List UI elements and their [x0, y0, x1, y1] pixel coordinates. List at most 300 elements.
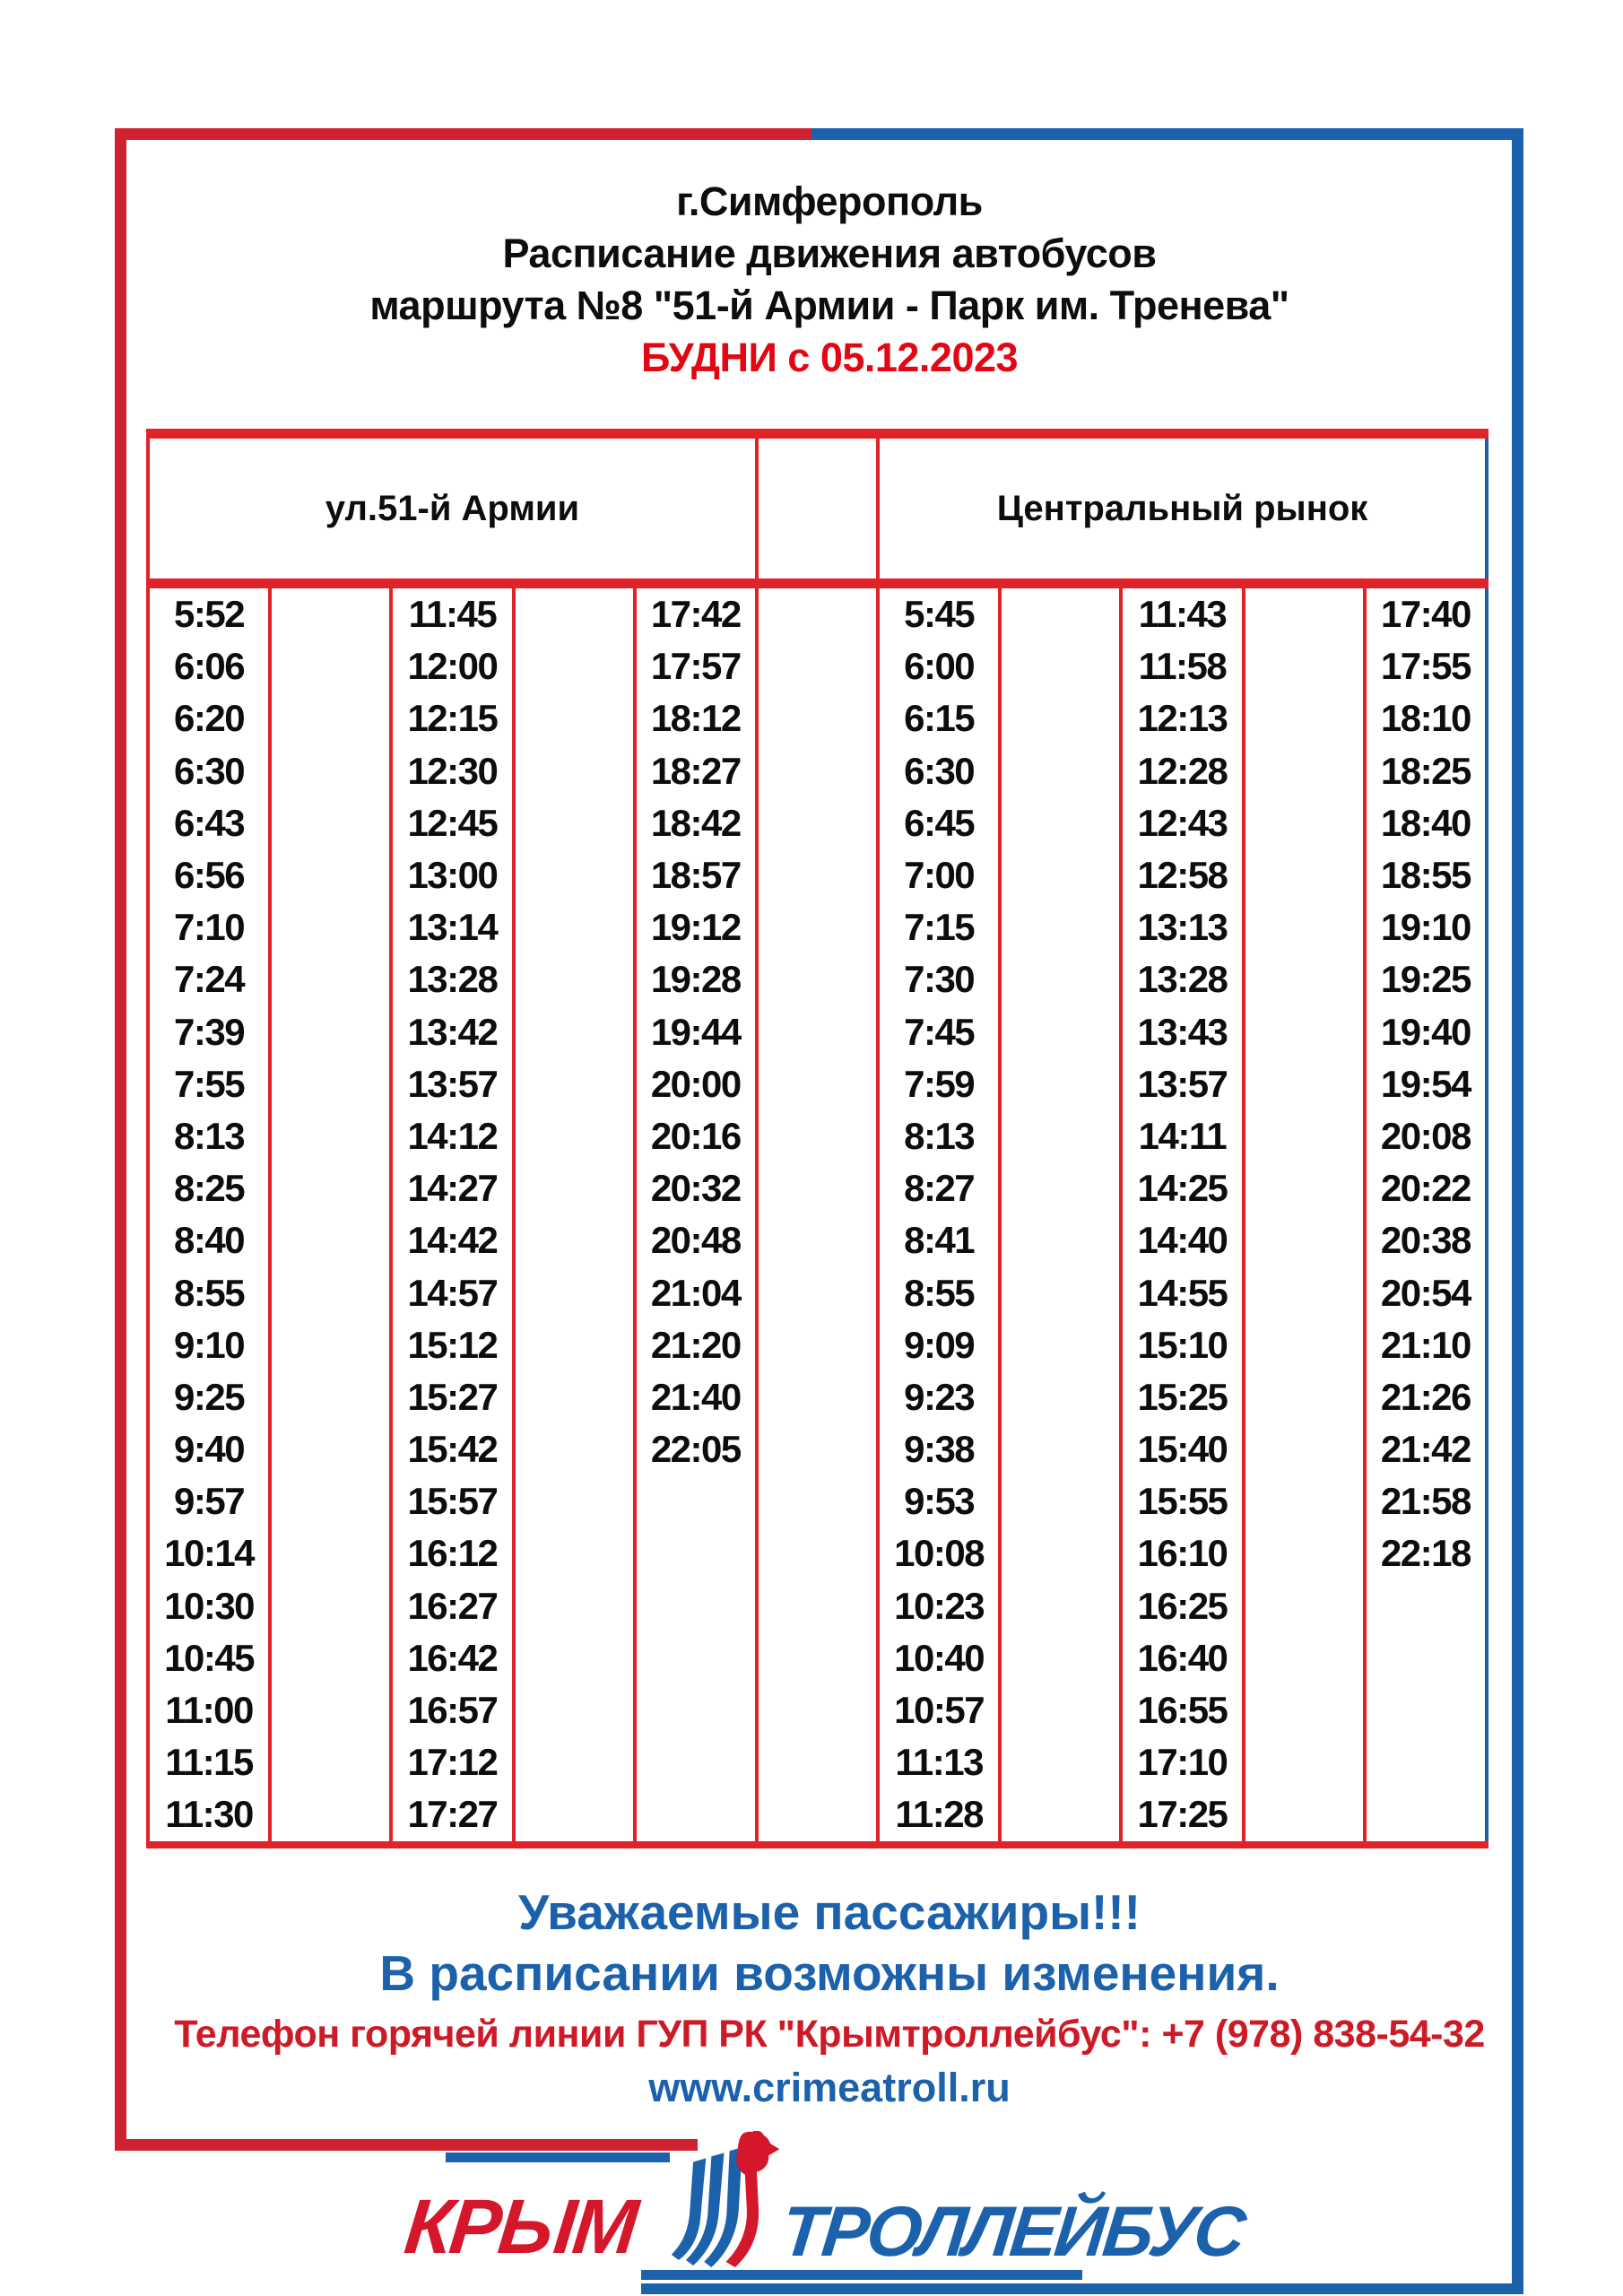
notice-hotline: Телефон горячей линии ГУП РК "Крымтроллейбус": +7 (978) 838-54-32: [174, 2013, 1485, 2056]
empty-cell: [757, 584, 878, 641]
frame-bottom-red-border: [115, 2139, 698, 2151]
empty-cell: [1244, 953, 1365, 1005]
time-cell: 8:41: [878, 1214, 1000, 1266]
empty-cell: [514, 1423, 635, 1475]
time-cell: 21:40: [635, 1371, 757, 1423]
time-cell: 10:14: [148, 1527, 270, 1579]
time-cell: 12:30: [391, 745, 513, 797]
title-validity: БУДНИ с 05.12.2023: [640, 335, 1019, 380]
empty-cell: [270, 1527, 391, 1579]
empty-cell: [757, 745, 878, 797]
empty-cell: [270, 953, 391, 1005]
timetable-row: [148, 1475, 1487, 1527]
time-cell: 21:58: [1365, 1475, 1487, 1527]
time-cell: 15:55: [1121, 1475, 1243, 1527]
empty-cell: [635, 1580, 757, 1632]
time-cell: 10:30: [148, 1580, 270, 1632]
logo-text-trolleybus: ТРОЛЛЕЙБУС: [777, 2191, 1247, 2271]
time-cell: 19:28: [635, 953, 757, 1005]
empty-cell: [270, 1058, 391, 1110]
time-cell: 7:00: [878, 849, 1000, 901]
time-cell: 19:25: [1365, 953, 1487, 1005]
time-cell: 21:20: [635, 1319, 757, 1371]
empty-cell: [514, 584, 635, 641]
empty-cell: [270, 849, 391, 901]
time-cell: 5:45: [878, 584, 1000, 641]
time-cell: 20:00: [635, 1058, 757, 1110]
empty-cell: [757, 1006, 878, 1058]
timetable-row: [148, 745, 1487, 797]
notice-website-url: www.crimeatroll.ru: [648, 2065, 1011, 2110]
empty-cell: [270, 1475, 391, 1527]
timetable-row: [148, 1527, 1487, 1579]
time-cell: 9:40: [148, 1423, 270, 1475]
stop-header-left: ул.51-й Армии: [148, 434, 757, 584]
timetable-row: [148, 1632, 1487, 1684]
timetable: [146, 429, 1488, 1848]
time-cell: 13:42: [391, 1006, 513, 1058]
time-cell: 7:24: [148, 953, 270, 1005]
time-cell: 6:20: [148, 692, 270, 744]
empty-cell: [1244, 1214, 1365, 1266]
time-cell: 17:12: [391, 1736, 513, 1788]
empty-cell: [757, 1058, 878, 1110]
time-cell: 18:42: [635, 797, 757, 849]
time-cell: 16:42: [391, 1632, 513, 1684]
time-cell: 6:56: [148, 849, 270, 901]
empty-cell: [514, 745, 635, 797]
stop-header-right: Центральный рынок: [878, 434, 1487, 584]
time-cell: 8:13: [878, 1110, 1000, 1162]
empty-cell: [757, 692, 878, 744]
time-cell: 18:10: [1365, 692, 1487, 744]
time-cell: 15:12: [391, 1319, 513, 1371]
time-cell: 16:10: [1121, 1527, 1243, 1579]
time-cell: 7:10: [148, 901, 270, 953]
empty-cell: [1244, 1684, 1365, 1736]
empty-cell: [1000, 1736, 1121, 1788]
time-cell: 11:58: [1121, 640, 1243, 692]
time-cell: 16:12: [391, 1527, 513, 1579]
empty-cell: [757, 1319, 878, 1371]
time-cell: 16:57: [391, 1684, 513, 1736]
time-cell: 20:32: [635, 1162, 757, 1214]
empty-cell: [757, 797, 878, 849]
empty-cell: [1365, 1580, 1487, 1632]
empty-cell: [1000, 1006, 1121, 1058]
time-cell: 12:13: [1121, 692, 1243, 744]
time-cell: 5:52: [148, 584, 270, 641]
empty-cell: [757, 901, 878, 953]
time-cell: 12:00: [391, 640, 513, 692]
timetable-row: [148, 640, 1487, 692]
empty-cell: [270, 1110, 391, 1162]
timetable-row: [148, 849, 1487, 901]
time-cell: 21:04: [635, 1266, 757, 1318]
time-cell: 8:25: [148, 1162, 270, 1214]
empty-cell: [270, 1684, 391, 1736]
time-cell: 7:59: [878, 1058, 1000, 1110]
timetable-row: [148, 692, 1487, 744]
time-cell: 18:12: [635, 692, 757, 744]
time-cell: 12:15: [391, 692, 513, 744]
time-cell: 17:40: [1365, 584, 1487, 641]
title-route: маршрута №8 "51-й Армии - Парк им. Тренева": [369, 283, 1289, 328]
time-cell: 22:18: [1365, 1527, 1487, 1579]
empty-cell: [270, 901, 391, 953]
time-cell: 6:43: [148, 797, 270, 849]
empty-cell: [1000, 1371, 1121, 1423]
empty-cell: [635, 1736, 757, 1788]
time-cell: 15:42: [391, 1423, 513, 1475]
empty-cell: [1244, 1266, 1365, 1318]
empty-cell: [1000, 1058, 1121, 1110]
time-cell: 18:40: [1365, 797, 1487, 849]
time-cell: 18:55: [1365, 849, 1487, 901]
time-cell: 17:55: [1365, 640, 1487, 692]
empty-cell: [1000, 1475, 1121, 1527]
time-cell: 10:45: [148, 1632, 270, 1684]
timetable-row: [148, 953, 1487, 1005]
time-cell: 14:55: [1121, 1266, 1243, 1318]
empty-cell: [1000, 692, 1121, 744]
empty-cell: [1000, 640, 1121, 692]
empty-cell: [270, 1632, 391, 1684]
time-cell: 9:09: [878, 1319, 1000, 1371]
empty-cell: [1000, 1788, 1121, 1844]
empty-cell: [757, 1266, 878, 1318]
empty-cell: [514, 692, 635, 744]
time-cell: 7:55: [148, 1058, 270, 1110]
empty-cell: [514, 1214, 635, 1266]
time-cell: 15:25: [1121, 1371, 1243, 1423]
empty-cell: [757, 1371, 878, 1423]
timetable-row: [148, 1788, 1487, 1844]
timetable-header-row: [148, 434, 1487, 584]
time-cell: 14:12: [391, 1110, 513, 1162]
empty-cell: [270, 1266, 391, 1318]
timetable-row: [148, 1736, 1487, 1788]
empty-cell: [514, 1058, 635, 1110]
empty-cell: [514, 1527, 635, 1579]
empty-cell: [514, 1162, 635, 1214]
empty-cell: [757, 1580, 878, 1632]
time-cell: 6:15: [878, 692, 1000, 744]
time-cell: 17:27: [391, 1788, 513, 1844]
time-cell: 14:57: [391, 1266, 513, 1318]
empty-cell: [635, 1788, 757, 1844]
empty-cell: [514, 640, 635, 692]
empty-cell: [1244, 1162, 1365, 1214]
empty-cell: [1000, 849, 1121, 901]
empty-cell: [270, 1423, 391, 1475]
time-cell: 9:57: [148, 1475, 270, 1527]
empty-cell: [514, 953, 635, 1005]
logo-top-blue-stripe: [446, 2152, 670, 2162]
time-cell: 16:25: [1121, 1580, 1243, 1632]
time-cell: 8:13: [148, 1110, 270, 1162]
time-cell: 11:43: [1121, 584, 1243, 641]
time-cell: 7:39: [148, 1006, 270, 1058]
empty-cell: [514, 901, 635, 953]
time-cell: 20:16: [635, 1110, 757, 1162]
empty-cell: [1244, 584, 1365, 641]
time-cell: 11:15: [148, 1736, 270, 1788]
time-cell: 20:22: [1365, 1162, 1487, 1214]
empty-cell: [757, 1788, 878, 1844]
time-cell: 13:13: [1121, 901, 1243, 953]
time-cell: 10:57: [878, 1684, 1000, 1736]
timetable-row: [148, 1371, 1487, 1423]
time-cell: 13:00: [391, 849, 513, 901]
title-city: г.Симферополь: [676, 178, 983, 224]
time-cell: 6:00: [878, 640, 1000, 692]
logo-text-krym: КРЫМ: [401, 2184, 639, 2270]
time-cell: 12:28: [1121, 745, 1243, 797]
time-cell: 12:43: [1121, 797, 1243, 849]
empty-cell: [1244, 745, 1365, 797]
empty-cell: [757, 1684, 878, 1736]
empty-cell: [635, 1684, 757, 1736]
time-cell: 9:10: [148, 1319, 270, 1371]
empty-cell: [1000, 1110, 1121, 1162]
time-cell: 21:26: [1365, 1371, 1487, 1423]
empty-cell: [1365, 1736, 1487, 1788]
time-cell: 14:40: [1121, 1214, 1243, 1266]
time-cell: 13:14: [391, 901, 513, 953]
time-cell: 15:10: [1121, 1319, 1243, 1371]
time-cell: 17:25: [1121, 1788, 1243, 1844]
empty-cell: [270, 1580, 391, 1632]
time-cell: 16:40: [1121, 1632, 1243, 1684]
empty-cell: [1244, 640, 1365, 692]
time-cell: 17:42: [635, 584, 757, 641]
time-cell: 6:30: [148, 745, 270, 797]
frame-top-blue-border: [812, 128, 1523, 140]
empty-cell: [1244, 1580, 1365, 1632]
timetable-row: [148, 1423, 1487, 1475]
time-cell: 11:28: [878, 1788, 1000, 1844]
time-cell: 13:43: [1121, 1006, 1243, 1058]
time-cell: 9:23: [878, 1371, 1000, 1423]
empty-cell: [757, 1632, 878, 1684]
time-cell: 11:45: [391, 584, 513, 641]
time-cell: 9:53: [878, 1475, 1000, 1527]
time-cell: 14:42: [391, 1214, 513, 1266]
empty-cell: [1000, 1162, 1121, 1214]
time-cell: 8:55: [148, 1266, 270, 1318]
notice-changes: В расписании возможны изменения.: [379, 1945, 1280, 2001]
empty-cell: [270, 584, 391, 641]
empty-cell: [514, 1371, 635, 1423]
empty-cell: [1000, 584, 1121, 641]
time-cell: 8:40: [148, 1214, 270, 1266]
empty-cell: [757, 1527, 878, 1579]
time-cell: 18:57: [635, 849, 757, 901]
time-cell: 13:57: [391, 1058, 513, 1110]
empty-cell: [635, 1632, 757, 1684]
empty-cell: [1244, 1058, 1365, 1110]
empty-cell: [1244, 1788, 1365, 1844]
empty-cell: [1244, 1475, 1365, 1527]
timetable-row: [148, 1162, 1487, 1214]
empty-cell: [514, 1788, 635, 1844]
time-cell: 6:30: [878, 745, 1000, 797]
time-cell: 13:28: [391, 953, 513, 1005]
empty-cell: [514, 1110, 635, 1162]
time-cell: 13:28: [1121, 953, 1243, 1005]
time-cell: 9:38: [878, 1423, 1000, 1475]
time-cell: 16:27: [391, 1580, 513, 1632]
time-cell: 14:27: [391, 1162, 513, 1214]
empty-cell: [270, 1006, 391, 1058]
empty-cell: [514, 849, 635, 901]
time-cell: 19:10: [1365, 901, 1487, 953]
timetable-row: [148, 1580, 1487, 1632]
empty-cell: [514, 1006, 635, 1058]
empty-cell: [514, 1736, 635, 1788]
empty-cell: [1365, 1684, 1487, 1736]
frame-top-red-border: [115, 128, 812, 140]
empty-cell: [757, 1110, 878, 1162]
time-cell: 22:05: [635, 1423, 757, 1475]
empty-cell: [1244, 1319, 1365, 1371]
empty-cell: [270, 1162, 391, 1214]
timetable-row: [148, 1214, 1487, 1266]
empty-cell: [1000, 1580, 1121, 1632]
time-cell: 6:06: [148, 640, 270, 692]
time-cell: 16:55: [1121, 1684, 1243, 1736]
time-cell: 9:25: [148, 1371, 270, 1423]
empty-cell: [1000, 797, 1121, 849]
empty-cell: [757, 640, 878, 692]
empty-cell: [270, 1788, 391, 1844]
timetable-row: [148, 1684, 1487, 1736]
empty-cell: [1365, 1632, 1487, 1684]
empty-cell: [757, 1162, 878, 1214]
timetable-row: [148, 797, 1487, 849]
empty-cell: [1000, 1684, 1121, 1736]
empty-cell: [1000, 1266, 1121, 1318]
frame-bottom-blue-border: [641, 2283, 1523, 2294]
empty-cell: [514, 1632, 635, 1684]
empty-cell: [270, 1736, 391, 1788]
time-cell: 15:57: [391, 1475, 513, 1527]
empty-cell: [270, 745, 391, 797]
empty-cell: [514, 1319, 635, 1371]
time-cell: 17:57: [635, 640, 757, 692]
timetable-row: [148, 1058, 1487, 1110]
time-cell: 21:42: [1365, 1423, 1487, 1475]
empty-cell: [514, 1684, 635, 1736]
empty-cell: [1244, 797, 1365, 849]
timetable-row: [148, 1006, 1487, 1058]
empty-cell: [514, 1580, 635, 1632]
poster-title: [135, 176, 1524, 384]
timetable-row: [148, 584, 1487, 641]
empty-cell: [514, 1266, 635, 1318]
empty-cell: [1000, 1632, 1121, 1684]
time-cell: 20:08: [1365, 1110, 1487, 1162]
empty-cell: [270, 797, 391, 849]
time-cell: 20:48: [635, 1214, 757, 1266]
empty-cell: [270, 1214, 391, 1266]
time-cell: 20:38: [1365, 1214, 1487, 1266]
timetable-row: [148, 1110, 1487, 1162]
time-cell: 18:27: [635, 745, 757, 797]
griffin-bird-icon: [665, 2131, 780, 2267]
time-cell: 20:54: [1365, 1266, 1487, 1318]
empty-cell: [1000, 901, 1121, 953]
time-cell: 10:23: [878, 1580, 1000, 1632]
time-cell: 13:57: [1121, 1058, 1243, 1110]
timetable-body: [148, 584, 1487, 1845]
empty-cell: [1000, 1423, 1121, 1475]
empty-cell: [1244, 1006, 1365, 1058]
time-cell: 7:15: [878, 901, 1000, 953]
empty-cell: [1365, 1788, 1487, 1844]
empty-cell: [514, 1475, 635, 1527]
time-cell: 14:25: [1121, 1162, 1243, 1214]
stop-header-gap: [757, 434, 878, 584]
empty-cell: [514, 797, 635, 849]
time-cell: 15:40: [1121, 1423, 1243, 1475]
time-cell: 7:30: [878, 953, 1000, 1005]
time-cell: 11:00: [148, 1684, 270, 1736]
empty-cell: [270, 640, 391, 692]
empty-cell: [1244, 1736, 1365, 1788]
empty-cell: [1244, 692, 1365, 744]
time-cell: 19:44: [635, 1006, 757, 1058]
frame-left-red-border: [115, 128, 126, 2150]
empty-cell: [270, 1371, 391, 1423]
empty-cell: [635, 1475, 757, 1527]
timetable-row: [148, 901, 1487, 953]
time-cell: 12:58: [1121, 849, 1243, 901]
time-cell: 19:40: [1365, 1006, 1487, 1058]
empty-cell: [1244, 849, 1365, 901]
empty-cell: [1244, 1371, 1365, 1423]
time-cell: 15:27: [391, 1371, 513, 1423]
time-cell: 6:45: [878, 797, 1000, 849]
time-cell: 19:12: [635, 901, 757, 953]
empty-cell: [757, 849, 878, 901]
time-cell: 11:13: [878, 1736, 1000, 1788]
time-cell: 7:45: [878, 1006, 1000, 1058]
empty-cell: [635, 1527, 757, 1579]
empty-cell: [757, 1214, 878, 1266]
time-cell: 21:10: [1365, 1319, 1487, 1371]
empty-cell: [1244, 901, 1365, 953]
timetable-row: [148, 1266, 1487, 1318]
empty-cell: [1000, 1214, 1121, 1266]
time-cell: 17:10: [1121, 1736, 1243, 1788]
empty-cell: [1244, 1632, 1365, 1684]
time-cell: 8:55: [878, 1266, 1000, 1318]
empty-cell: [757, 953, 878, 1005]
empty-cell: [1244, 1110, 1365, 1162]
timetable-row: [148, 1319, 1487, 1371]
time-cell: 19:54: [1365, 1058, 1487, 1110]
time-cell: 14:11: [1121, 1110, 1243, 1162]
empty-cell: [1000, 1527, 1121, 1579]
time-cell: 12:45: [391, 797, 513, 849]
time-cell: 10:40: [878, 1632, 1000, 1684]
empty-cell: [270, 692, 391, 744]
empty-cell: [1000, 745, 1121, 797]
empty-cell: [1244, 1527, 1365, 1579]
empty-cell: [1000, 1319, 1121, 1371]
